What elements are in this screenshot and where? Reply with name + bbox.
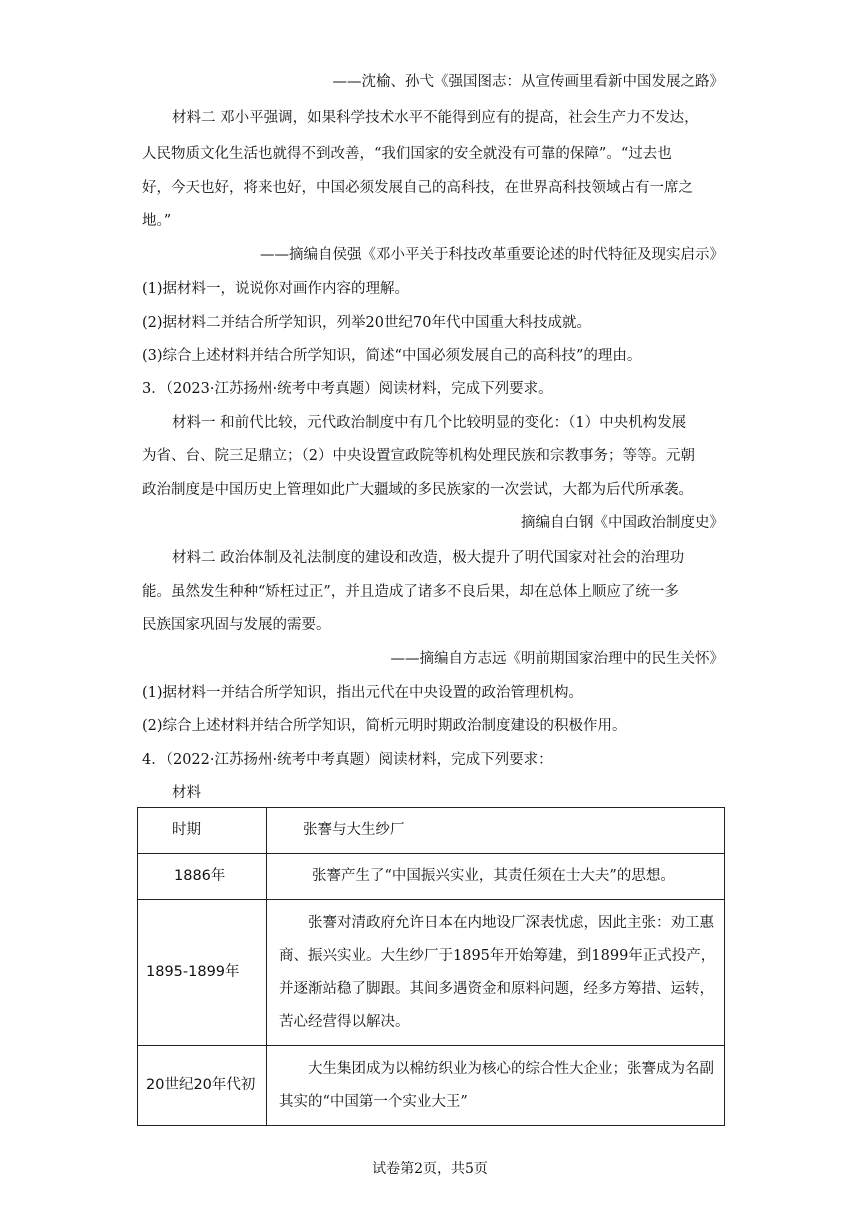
q2-question-1: (1)据材料一，说说你对画作内容的理解。 — [142, 281, 410, 297]
table-cell-period: 20世纪20年代初 — [138, 1046, 267, 1126]
q3-material1-line: 政治制度是中国历史上管理如此广大疆域的多民族家的一次尝试，大都为后代所承袭。 — [142, 482, 693, 498]
table-cell-description: 张謇产生了“中国振兴实业，其责任须在士大夫”的思想。 — [267, 854, 725, 900]
q2-material2-source: ——摘编自侯强《邓小平关于科技改革重要论述的时代特征及现实启示》 — [260, 247, 724, 263]
page-footer: 试卷第2页，共5页 — [372, 1161, 488, 1177]
material-table — [137, 807, 725, 1126]
q4-header: 4．（2022·江苏扬州·统考中考真题）阅读材料，完成下列要求： — [142, 752, 553, 768]
q2-material2-line: 人民物质文化生活也就得不到改善，“我们国家的安全就没有可靠的保障”。“过去也 — [142, 146, 672, 162]
table-row — [138, 1046, 725, 1126]
table-header-cell: 时期 — [138, 808, 267, 854]
q3-material2-line: 能。虽然发生种种“矫枉过正”，并且造成了诸多不良后果，却在总体上顺应了统一多 — [142, 584, 679, 600]
q2-material2-line: 材料二 邓小平强调，如果科学技术水平不能得到应有的提高，社会生产力不发达， — [172, 110, 699, 126]
table-cell-period: 1886年 — [138, 854, 267, 900]
q3-header: 3．（2023·江苏扬州·统考中考真题）阅读材料，完成下列要求。 — [142, 381, 553, 397]
q3-question-1: (1)据材料一并结合所学知识，指出元代在中央设置的政治管理机构。 — [142, 685, 584, 701]
table-header-row — [138, 808, 725, 854]
q3-material2-line: 民族国家巩固与发展的需要。 — [142, 617, 331, 633]
q2-question-3: (3)综合上述材料并结合所学知识，简述“中国必须发展自己的高科技”的理由。 — [142, 348, 642, 364]
table-cell-description: 大生集团成为以棉纺织业为核心的综合性大企业；张謇成为名副其实的“中国第一个实业大王” — [267, 1046, 725, 1126]
q3-material1-line: 为省、台、院三足鼎立；（2）中央设置宣政院等机构处理民族和宗教事务；等等。元朝 — [142, 448, 695, 464]
table-row — [138, 900, 725, 1046]
q3-material2-source: ——摘编自方志远《明前期国家治理中的民生关怀》 — [390, 651, 724, 667]
table-row — [138, 854, 725, 900]
table-header-cell: 张謇与大生纱厂 — [267, 808, 725, 854]
q2-question-2: (2)据材料二并结合所学知识，列举20世纪70年代中国重大科技成就。 — [142, 315, 591, 331]
q3-material1-source: 摘编自白钢《中国政治制度史》 — [521, 515, 724, 531]
material1-source: ——沈榆、孙弋《强国图志：从宣传画里看新中国发展之路》 — [332, 74, 724, 90]
table-cell-period: 1895-1899年 — [138, 900, 267, 1046]
q3-material1-line: 材料一 和前代比较，元代政治制度中有几个比较明显的变化：（1）中央机构发展 — [172, 415, 687, 431]
q3-question-2: (2)综合上述材料并结合所学知识，简析元明时期政治制度建设的积极作用。 — [142, 718, 627, 734]
q2-material2-line: 地。” — [142, 213, 172, 229]
q3-material2-line: 材料二 政治体制及礼法制度的建设和改造，极大提升了明代国家对社会的治理功 — [172, 550, 685, 566]
q2-material2-line: 好，今天也好，将来也好，中国必须发展自己的高科技，在世界高科技领域占有一席之 — [142, 180, 693, 196]
table-cell-description: 张謇对清政府允许日本在内地设厂深表忧虑，因此主张：劝工惠商、振兴实业。大生纱厂于1895年开始筹建，到1899年正式投产，并逐渐站稳了脚跟。其间多遇资金和原料问题，经多方筹措、运转，苦心经营得以解决。 — [267, 900, 725, 1046]
q4-material-label: 材料 — [172, 785, 201, 801]
